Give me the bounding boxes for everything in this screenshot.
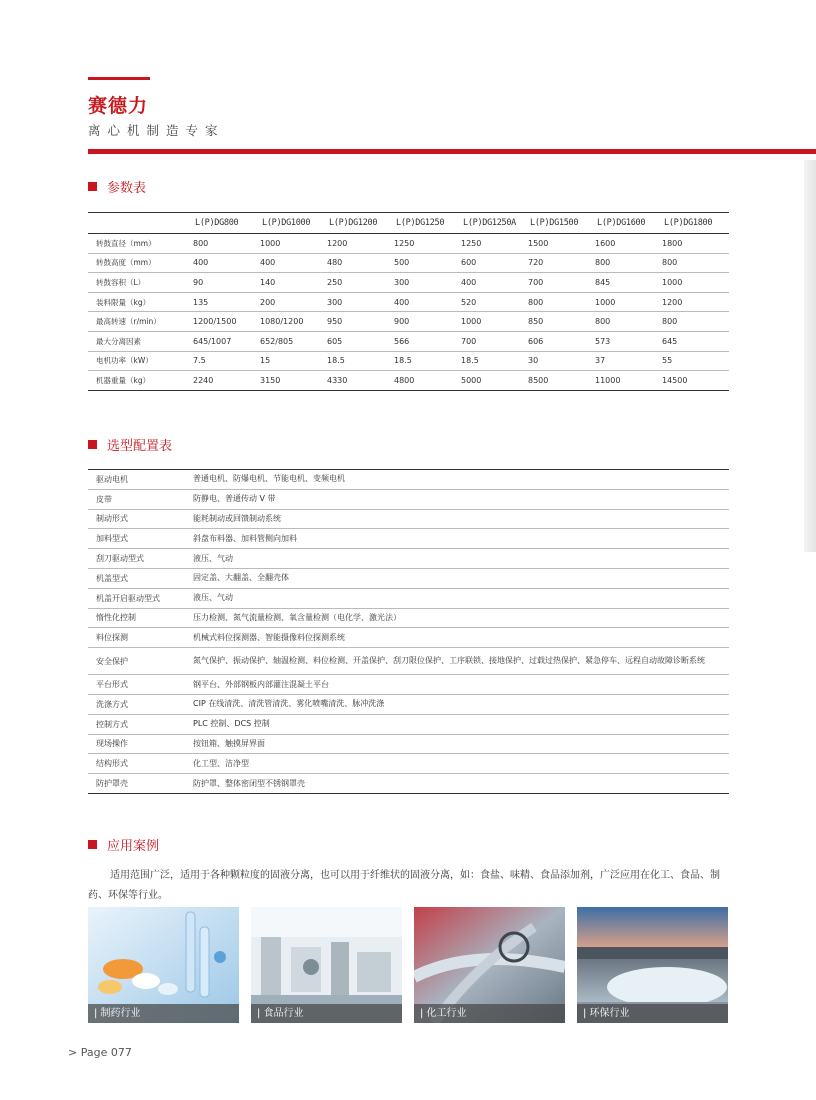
config-row xyxy=(88,714,729,734)
param-value: 135 xyxy=(193,292,260,312)
config-value: CIP 在线清洗、清洗管清洗、雾化喷嘴清洗、脉冲洗涤 xyxy=(184,694,729,714)
param-value: 600 xyxy=(461,253,528,273)
params-row xyxy=(88,292,729,312)
config-row xyxy=(88,489,729,509)
config-value: 防静电、普通传动 V 带 xyxy=(184,489,729,509)
model-header: L(P)DG1200 xyxy=(327,213,394,234)
config-table xyxy=(88,469,729,794)
param-value: 140 xyxy=(260,273,327,293)
model-header: L(P)DG1250A xyxy=(461,213,528,234)
model-header: L(P)DG1600 xyxy=(595,213,662,234)
config-key: 皮带 xyxy=(88,489,184,509)
params-row xyxy=(88,234,729,254)
card-caption: | 食品行业 xyxy=(251,1004,402,1023)
param-value: 18.5 xyxy=(327,351,394,371)
params-row xyxy=(88,351,729,371)
param-value: 566 xyxy=(394,331,461,351)
card-environmental xyxy=(577,907,728,1023)
param-value: 950 xyxy=(327,312,394,332)
param-value: 18.5 xyxy=(394,351,461,371)
param-value: 1800 xyxy=(662,234,729,254)
param-value: 1080/1200 xyxy=(260,312,327,332)
config-value: 固定盖、大翻盖、全翻壳体 xyxy=(184,568,729,588)
config-row xyxy=(88,648,729,675)
param-value: 800 xyxy=(662,253,729,273)
param-value: 645 xyxy=(662,331,729,351)
config-value: 防护罩、整体密闭型不锈钢罩壳 xyxy=(184,774,729,794)
section-square-icon xyxy=(88,440,97,449)
card-caption: | 化工行业 xyxy=(414,1004,565,1023)
config-key: 防护罩壳 xyxy=(88,774,184,794)
param-value: 800 xyxy=(528,292,595,312)
config-section-title xyxy=(88,435,172,454)
config-key: 现场操作 xyxy=(88,734,184,754)
param-value: 37 xyxy=(595,351,662,371)
param-value: 850 xyxy=(528,312,595,332)
param-value: 14500 xyxy=(662,371,729,391)
param-value: 800 xyxy=(595,312,662,332)
config-row xyxy=(88,529,729,549)
config-row xyxy=(88,509,729,529)
param-value: 200 xyxy=(260,292,327,312)
param-value: 400 xyxy=(193,253,260,273)
config-key: 安全保护 xyxy=(88,648,184,675)
config-key: 加料型式 xyxy=(88,529,184,549)
param-value: 8500 xyxy=(528,371,595,391)
config-value: 钢平台、外部钢板内部灌注混凝土平台 xyxy=(184,675,729,695)
application-section-title xyxy=(88,835,159,854)
config-key: 机盖开启驱动型式 xyxy=(88,588,184,608)
model-header: L(P)DG1500 xyxy=(528,213,595,234)
param-value: 5000 xyxy=(461,371,528,391)
card-food xyxy=(251,907,402,1023)
params-row xyxy=(88,253,729,273)
config-key: 惰性化控制 xyxy=(88,608,184,628)
param-label: 转鼓容积（L） xyxy=(88,273,193,293)
param-value: 645/1007 xyxy=(193,331,260,351)
brand-name: 赛德力 xyxy=(88,95,149,117)
param-value: 1600 xyxy=(595,234,662,254)
config-key: 平台形式 xyxy=(88,675,184,695)
application-title-text: 应用案例 xyxy=(107,839,160,854)
card-caption: | 制药行业 xyxy=(88,1004,239,1023)
param-label: 机器重量（kg） xyxy=(88,371,193,391)
param-value: 605 xyxy=(327,331,394,351)
param-label: 最大分离因素 xyxy=(88,331,193,351)
params-table xyxy=(88,212,729,391)
config-row xyxy=(88,470,729,490)
param-value: 1000 xyxy=(595,292,662,312)
config-row xyxy=(88,588,729,608)
side-decoration xyxy=(804,160,816,552)
config-value: PLC 控制、DCS 控制 xyxy=(184,714,729,734)
params-body xyxy=(88,234,729,391)
config-value: 化工型、洁净型 xyxy=(184,754,729,774)
param-value: 1000 xyxy=(461,312,528,332)
card-chemical xyxy=(414,907,565,1023)
model-header: L(P)DG1800 xyxy=(662,213,729,234)
industry-cards xyxy=(88,907,730,1023)
param-value: 18.5 xyxy=(461,351,528,371)
param-value: 4800 xyxy=(394,371,461,391)
param-value: 800 xyxy=(595,253,662,273)
param-value: 652/805 xyxy=(260,331,327,351)
param-value: 300 xyxy=(394,273,461,293)
params-row xyxy=(88,273,729,293)
config-value: 液压、气动 xyxy=(184,549,729,569)
param-label: 转鼓高度（mm） xyxy=(88,253,193,273)
config-row xyxy=(88,568,729,588)
config-key: 控制方式 xyxy=(88,714,184,734)
param-value: 7.5 xyxy=(193,351,260,371)
param-label: 电机功率（kW） xyxy=(88,351,193,371)
config-row xyxy=(88,734,729,754)
config-row xyxy=(88,754,729,774)
config-value: 压力检测、氮气流量检测、氧含量检测（电化学、激光法） xyxy=(184,608,729,628)
application-description: 适用范围广泛，适用于各种颗粒度的固液分离，也可以用于纤维状的固液分离，如：食盐、味精、食品添加剂，广泛应用在化工、食品、制药、环保等行业。 xyxy=(88,870,720,901)
param-value: 1250 xyxy=(394,234,461,254)
params-title-text: 参数表 xyxy=(107,181,147,196)
card-pharma xyxy=(88,907,239,1023)
param-value: 700 xyxy=(461,331,528,351)
param-value: 606 xyxy=(528,331,595,351)
brand-slogan: 离心机制造专家 xyxy=(88,123,225,138)
model-header: L(P)DG1000 xyxy=(260,213,327,234)
param-value: 4330 xyxy=(327,371,394,391)
param-value: 480 xyxy=(327,253,394,273)
param-label: 最高转速（r/min） xyxy=(88,312,193,332)
config-value: 氮气保护、振动保护、轴温检测、料位检测、开盖保护、刮刀限位保护、工序联锁、接地保护、过载过热保护、紧急停车、远程自动故障诊断系统 xyxy=(184,648,729,675)
config-value: 机械式料位探测器、智能摄像料位探测系统 xyxy=(184,628,729,648)
header-divider xyxy=(88,149,816,154)
param-value: 250 xyxy=(327,273,394,293)
config-row xyxy=(88,628,729,648)
config-value: 能耗制动或回馈制动系统 xyxy=(184,509,729,529)
config-key: 刮刀驱动型式 xyxy=(88,549,184,569)
config-value: 普通电机、防爆电机、节能电机、变频电机 xyxy=(184,470,729,490)
param-value: 3150 xyxy=(260,371,327,391)
param-value: 845 xyxy=(595,273,662,293)
param-label: 装料限量（kg） xyxy=(88,292,193,312)
param-value: 55 xyxy=(662,351,729,371)
param-label: 转鼓直径（mm） xyxy=(88,234,193,254)
param-value: 1000 xyxy=(260,234,327,254)
param-value: 400 xyxy=(260,253,327,273)
param-value: 30 xyxy=(528,351,595,371)
config-value: 按钮箱、触摸屏界面 xyxy=(184,734,729,754)
params-row xyxy=(88,371,729,391)
config-key: 结构形式 xyxy=(88,754,184,774)
config-row xyxy=(88,774,729,794)
param-value: 520 xyxy=(461,292,528,312)
params-header-row xyxy=(88,213,729,234)
param-value: 15 xyxy=(260,351,327,371)
config-value: 液压、气动 xyxy=(184,588,729,608)
param-value: 400 xyxy=(394,292,461,312)
param-value: 1200 xyxy=(662,292,729,312)
model-header: L(P)DG800 xyxy=(193,213,260,234)
param-value: 500 xyxy=(394,253,461,273)
config-key: 洗涤方式 xyxy=(88,694,184,714)
param-value: 800 xyxy=(662,312,729,332)
param-value: 700 xyxy=(528,273,595,293)
param-value: 1000 xyxy=(662,273,729,293)
param-value: 900 xyxy=(394,312,461,332)
config-row xyxy=(88,675,729,695)
params-row xyxy=(88,312,729,332)
config-key: 机盖型式 xyxy=(88,568,184,588)
config-body xyxy=(88,470,729,794)
config-row xyxy=(88,608,729,628)
config-key: 驱动电机 xyxy=(88,470,184,490)
param-value: 1200/1500 xyxy=(193,312,260,332)
section-square-icon xyxy=(88,840,97,849)
config-row xyxy=(88,694,729,714)
param-value: 2240 xyxy=(193,371,260,391)
params-section-title xyxy=(88,177,146,196)
param-value: 573 xyxy=(595,331,662,351)
page-number: > Page 077 xyxy=(68,1046,132,1059)
param-value: 400 xyxy=(461,273,528,293)
config-key: 料位探测 xyxy=(88,628,184,648)
param-value: 720 xyxy=(528,253,595,273)
section-square-icon xyxy=(88,182,97,191)
model-header: L(P)DG1250 xyxy=(394,213,461,234)
brand-accent-bar xyxy=(88,77,150,80)
config-key: 制动形式 xyxy=(88,509,184,529)
param-value: 300 xyxy=(327,292,394,312)
params-row xyxy=(88,331,729,351)
params-corner-cell xyxy=(88,213,193,234)
param-value: 90 xyxy=(193,273,260,293)
param-value: 1200 xyxy=(327,234,394,254)
param-value: 800 xyxy=(193,234,260,254)
config-title-text: 选型配置表 xyxy=(107,439,173,454)
param-value: 1500 xyxy=(528,234,595,254)
config-row xyxy=(88,549,729,569)
param-value: 11000 xyxy=(595,371,662,391)
param-value: 1250 xyxy=(461,234,528,254)
card-caption: | 环保行业 xyxy=(577,1004,728,1023)
config-value: 斜盘布料器、加料管侧向加料 xyxy=(184,529,729,549)
